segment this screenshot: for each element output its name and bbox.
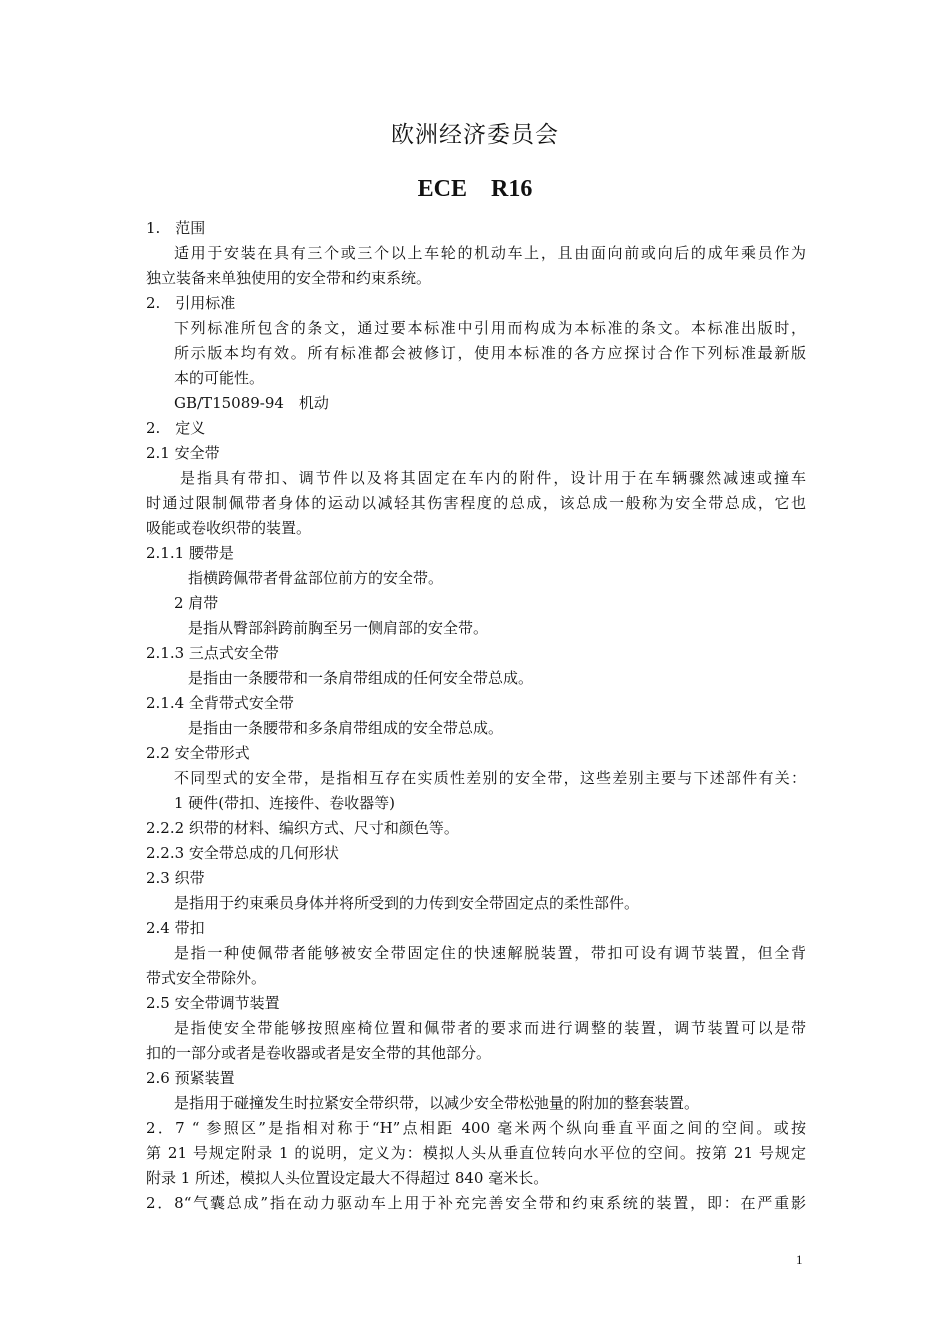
text-line: 适用于安装在具有三个或三个以上车轮的机动车上，且由面向前或向后的成年乘员作为 bbox=[174, 244, 806, 262]
text-line: 2. 引用标准 bbox=[146, 294, 236, 312]
text-line: 是指具有带扣、调节件以及将其固定在车内的附件，设计用于在车辆骤然减速或撞车 bbox=[180, 469, 806, 487]
page-title: 欧洲经济委员会 bbox=[391, 122, 559, 148]
text-line: 所示版本均有效。所有标准都会被修订，使用本标准的各方应探讨合作下列标准最新版 bbox=[174, 344, 806, 362]
text-line: 不同型式的安全带，是指相互存在实质性差别的安全带，这些差别主要与下述部件有关： bbox=[174, 769, 806, 787]
text-line: 2．7 “ 参照区”是指相对称于“H”点相距 400 毫米两个纵向垂直平面之间的空间。或按 bbox=[146, 1119, 806, 1137]
text-line: 2.2 安全带形式 bbox=[146, 744, 250, 762]
text-line: 是指用于碰撞发生时拉紧安全带织带，以减少安全带松弛量的附加的整套装置。 bbox=[174, 1094, 700, 1112]
text-line: 1 硬件(带扣、连接件、卷收器等) bbox=[174, 794, 396, 812]
text-line: 是指从臀部斜跨前胸至另一侧肩部的安全带。 bbox=[188, 619, 489, 637]
text-line: 2.2.3 安全带总成的几何形状 bbox=[146, 844, 339, 862]
text-line: 2.6 预紧装置 bbox=[146, 1069, 235, 1087]
text-line: 带式安全带除外。 bbox=[146, 969, 267, 987]
text-line: 2.1.1 腰带是 bbox=[146, 544, 234, 562]
text-line: 2.4 带扣 bbox=[146, 919, 205, 937]
text-line: 2.3 织带 bbox=[146, 869, 205, 887]
text-line: 2 肩带 bbox=[174, 594, 219, 612]
text-line: 扣的一部分或者是卷收器或者是安全带的其他部分。 bbox=[146, 1044, 492, 1062]
text-line: GB/T15089-94 机动 bbox=[174, 394, 329, 412]
text-line: 指横跨佩带者骨盆部位前方的安全带。 bbox=[188, 569, 444, 587]
text-line: 是指用于约束乘员身体并将所受到的力传到安全带固定点的柔性部件。 bbox=[174, 894, 640, 912]
text-line: 1. 范围 bbox=[146, 219, 206, 237]
text-line: 时通过限制佩带者身体的运动以减轻其伤害程度的总成，该总成一般称为安全带总成，它也 bbox=[146, 494, 806, 512]
text-line: 2.1.3 三点式安全带 bbox=[146, 644, 279, 662]
text-line: 2.5 安全带调节装置 bbox=[146, 994, 280, 1012]
text-line: 2.1 安全带 bbox=[146, 444, 220, 462]
text-line: 2. 定义 bbox=[146, 419, 206, 437]
text-line: 2.2.2 织带的材料、编织方式、尺寸和颜色等。 bbox=[146, 819, 459, 837]
text-line: 独立装备来单独使用的安全带和约束系统。 bbox=[146, 269, 432, 287]
text-line: 吸能或卷收织带的装置。 bbox=[146, 519, 312, 537]
text-line: 附录 1 所述，模拟人头位置设定最大不得超过 840 毫米长。 bbox=[146, 1169, 549, 1187]
page-number: 1 bbox=[796, 1252, 803, 1267]
text-line: 第 21 号规定附录 1 的说明，定义为：模拟人头从垂直位转向水平位的空间。按第 21 号规定 bbox=[146, 1144, 806, 1162]
text-line: 是指使安全带能够按照座椅位置和佩带者的要求而进行调整的装置，调节装置可以是带 bbox=[174, 1019, 806, 1037]
text-line: 本的可能性。 bbox=[174, 369, 265, 387]
page-subtitle: ECE R16 bbox=[417, 176, 533, 202]
text-line: 是指由一条腰带和一条肩带组成的任何安全带总成。 bbox=[188, 669, 534, 687]
text-line: 2．8“气囊总成”指在动力驱动车上用于补充完善安全带和约束系统的装置，即：在严重影 bbox=[146, 1194, 806, 1212]
text-line: 下列标准所包含的条文，通过要本标准中引用而构成为本标准的条文。本标准出版时， bbox=[174, 319, 806, 337]
text-line: 是指一种使佩带者能够被安全带固定住的快速解脱装置，带扣可设有调节装置，但全背 bbox=[174, 944, 806, 962]
text-line: 2.1.4 全背带式安全带 bbox=[146, 694, 294, 712]
text-line: 是指由一条腰带和多条肩带组成的安全带总成。 bbox=[188, 719, 504, 737]
